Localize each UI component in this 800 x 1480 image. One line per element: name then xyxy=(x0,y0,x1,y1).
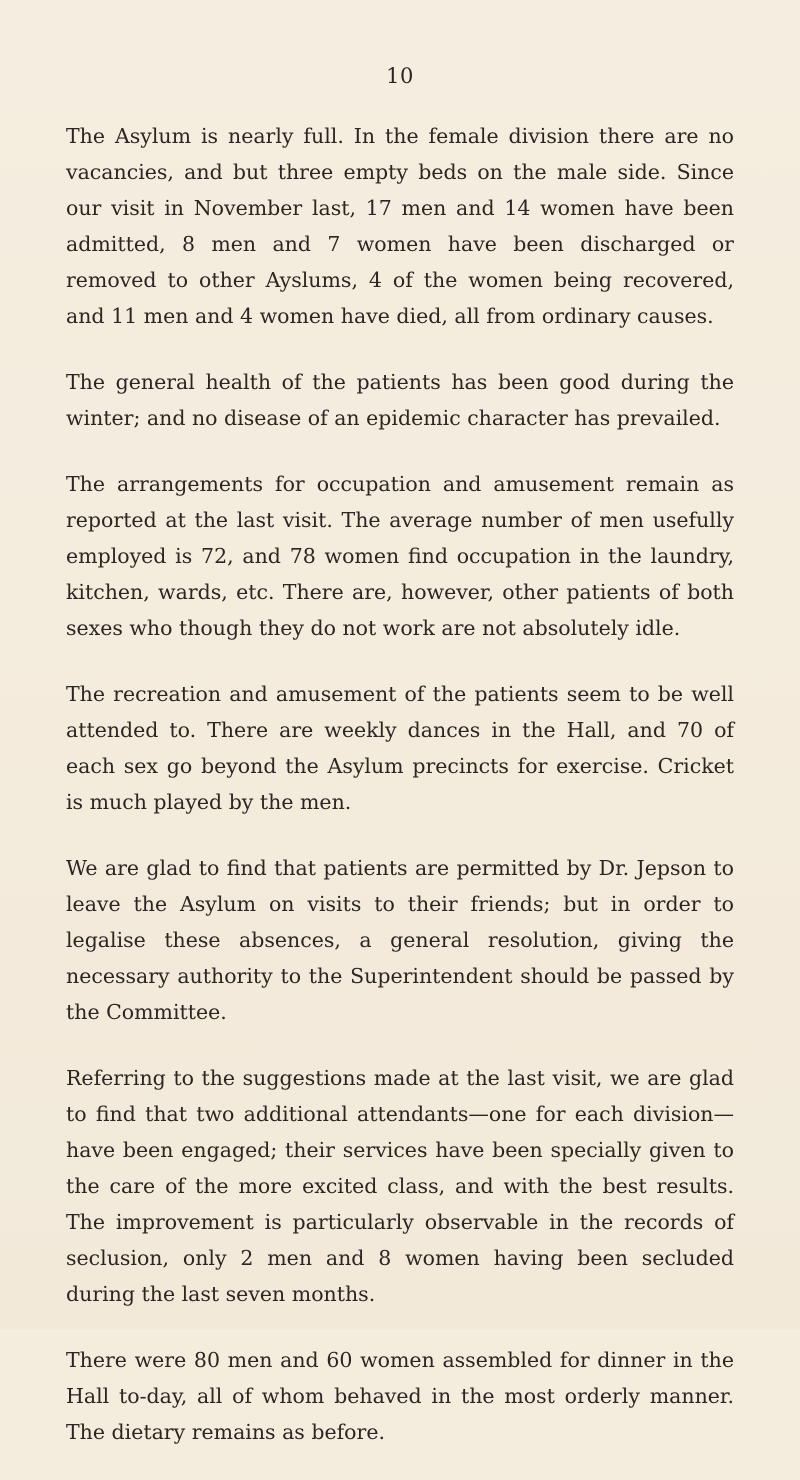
page-number: 10 xyxy=(386,64,414,88)
paragraph-recreation: The recreation and amusement of the patients seem to be well attended to. There are weekly dances in the Hall, and 70 of each sex go beyond the Asylum precincts for exercise. Cricket is much played by the men. xyxy=(66,682,734,814)
paragraph-attendants: Referring to the suggestions made at the last visit, we are glad to find that two additional attendants—one for each division— have been engaged; their services have been specially given to the care of the more excited class, and with the best results. The improvement is particularly observable in the records of seclusion, only 2 men and 8 women having been secluded during the last seven months. xyxy=(66,1066,734,1306)
paragraph-asylum-capacity: The Asylum is nearly full. In the female division there are no vacancies, and but three empty beds on the male side. Since our visit in November last, 17 men and 14 women have been admitted, 8 men and 7 women have been discharged or removed to other Ayslums, 4 of the women being recovered, and 11 men and 4 women have died, all from ordinary causes. xyxy=(66,124,734,328)
body-text xyxy=(66,118,734,1480)
paragraph-general-health: The general health of the patients has been good during the winter; and no disease of an epidemic character has prevailed. xyxy=(66,370,734,430)
paragraph-occupation: The arrangements for occupation and amusement remain as reported at the last visit. The average number of men usefully employed is 72, and 78 women find occupation in the laundry, kitchen, wards, etc. There are, however, other patients of both sexes who though they do not work are not absolutely idle. xyxy=(66,472,734,640)
paragraph-dinner: There were 80 men and 60 women assembled for dinner in the Hall to-day, all of whom behaved in the most orderly manner. The dietary remains as before. xyxy=(66,1348,734,1444)
paragraph-visits: We are glad to find that patients are permitted by Dr. Jepson to leave the Asylum on visits to their friends; but in order to legalise these absences, a general resolution, giving the necessary authority to the Superintendent should be passed by the Committee. xyxy=(66,856,734,1024)
